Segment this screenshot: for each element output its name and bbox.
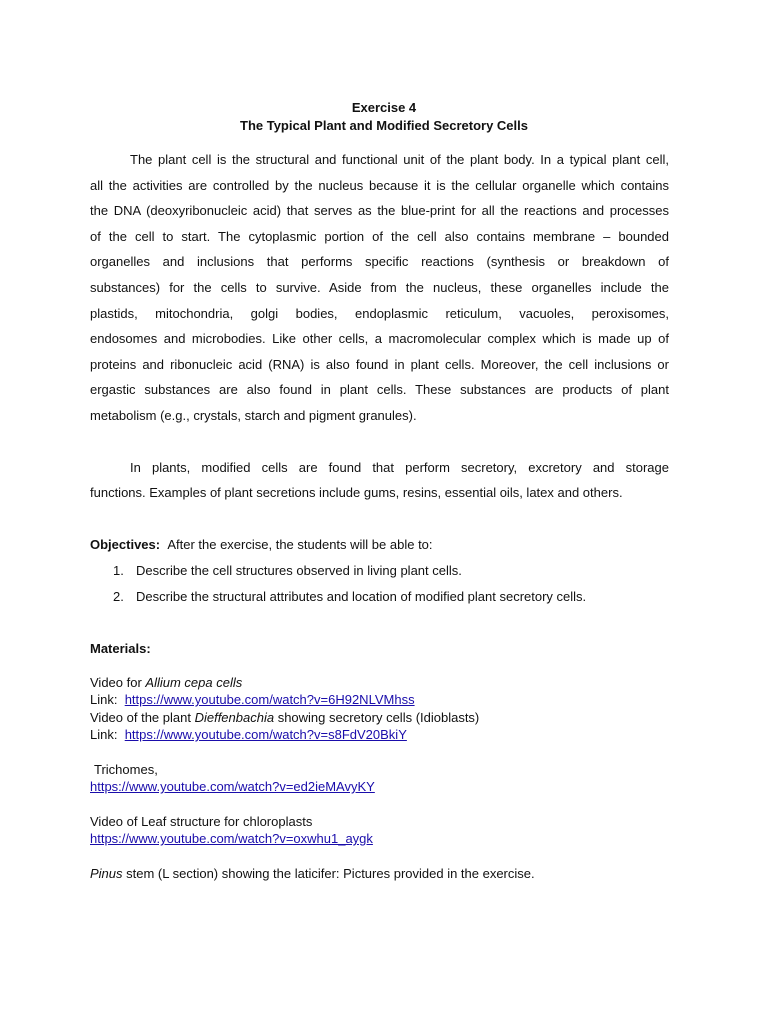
intro-line: all the activities are controlled by the nucleus because it is the cellular organelle which contains (90, 178, 669, 193)
exercise-number: Exercise 4 (351, 100, 417, 115)
intro-line: substances) for the cells to survive. Aside from the nucleus, these organelles include the (90, 280, 669, 295)
intro-line: organelles and inclusions that performs specific reactions (synthesis or breakdown of (90, 254, 669, 269)
intro-line: ergastic substances are also found in plant cells. These substances are products of plant (90, 382, 669, 397)
youtube-link-chloroplasts[interactable]: https://www.youtube.com/watch?v=oxwhu1_aygk (90, 831, 373, 846)
objective-text: Describe the structural attributes and location of modified plant secretory cells. (136, 589, 587, 604)
link-row-1 (90, 692, 415, 707)
video-dieffenbachia: Video of the plant Dieffenbachia showing secretory cells (Idioblasts) (90, 710, 480, 725)
link-row-3 (90, 779, 375, 794)
objectives-label: Objectives: (90, 537, 161, 552)
intro-line: The plant cell is the structural and functional unit of the plant body. In a typical plant cell, (130, 152, 669, 167)
intro-line: the DNA (deoxyribonucleic acid) that serves as the blue-print for all the reactions and processes (90, 203, 669, 218)
link-row-2 (90, 727, 407, 742)
materials-heading: Materials: (90, 641, 151, 656)
intro-line: of the cell to start. The cytoplasmic portion of the cell also contains membrane – bounded (90, 229, 669, 244)
objective-item (113, 589, 124, 604)
objective-item (113, 563, 124, 578)
objectives-heading (90, 537, 433, 552)
objective-text: Describe the cell structures observed in living plant cells. (136, 563, 462, 578)
link-label: Link: (90, 727, 118, 742)
dieffenbachia-species: Dieffenbachia (194, 710, 275, 725)
intro-line-last: metabolism (e.g., crystals, starch and pigment granules). (90, 408, 417, 423)
link-label: Link: (90, 692, 118, 707)
trichomes-label: Trichomes, (94, 762, 158, 777)
objectives-text: After the exercise, the students will be able to: (167, 537, 433, 552)
video-allium: Video for Allium cepa cells (90, 675, 243, 690)
modified-line: In plants, modified cells are found that perform secretory, excretory and storage (130, 460, 669, 475)
youtube-link-trichomes[interactable]: https://www.youtube.com/watch?v=ed2ieMAvyKY (90, 779, 375, 794)
objective-number: 2. (113, 589, 124, 604)
objective-number: 1. (113, 563, 124, 578)
intro-line: plastids, mitochondria, golgi bodies, endoplasmic reticulum, vacuoles, peroxisomes, (90, 306, 669, 321)
youtube-link-allium[interactable]: https://www.youtube.com/watch?v=6H92NLVMhss (124, 692, 415, 707)
intro-line: proteins and ribonucleic acid (RNA) is also found in plant cells. Moreover, the cell inclusions or (90, 357, 669, 372)
allium-species: Allium cepa cells (145, 675, 243, 690)
pinus-genus: Pinus (90, 866, 123, 881)
video-chloroplasts: Video of Leaf structure for chloroplasts (90, 814, 313, 829)
exercise-title: The Typical Plant and Modified Secretory Cells (240, 118, 528, 133)
pinus-item: Pinus stem (L section) showing the laticifer: Pictures provided in the exercise. (90, 866, 535, 881)
youtube-link-dieffenbachia[interactable]: https://www.youtube.com/watch?v=s8FdV20BkiY (124, 727, 407, 742)
modified-line-last: functions. Examples of plant secretions include gums, resins, essential oils, latex and others. (90, 485, 623, 500)
intro-line: endosomes and microbodies. Like other cells, a macromolecular complex which is made up of (90, 331, 669, 346)
link-row-4 (90, 831, 373, 846)
